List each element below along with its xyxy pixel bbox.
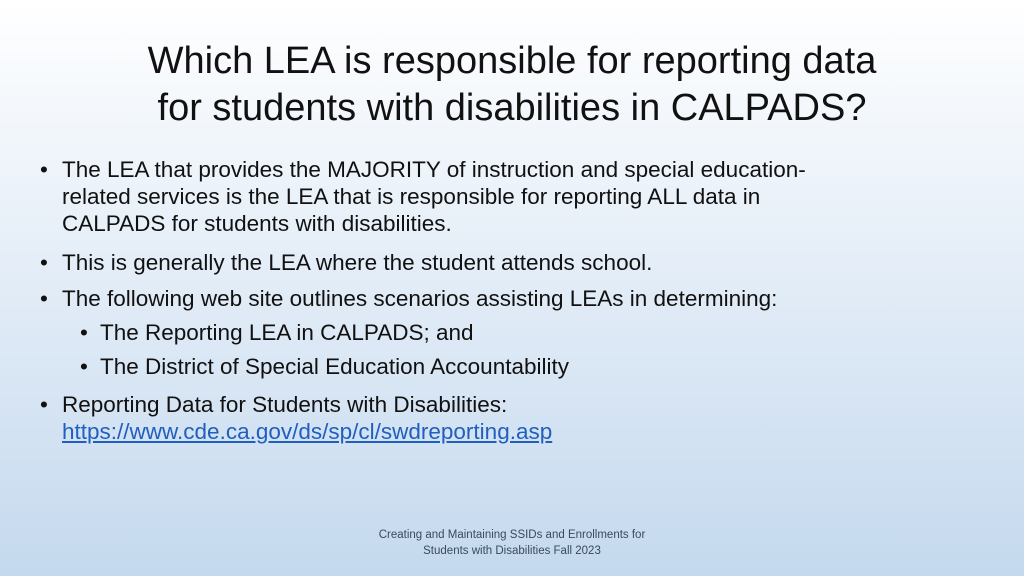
bullet-marker: • <box>40 157 48 182</box>
sub-bullet-reporting-lea <box>36 319 936 346</box>
sub-bullet-text: The Reporting LEA in CALPADS; and <box>100 320 474 345</box>
bullet-marker: • <box>40 392 48 417</box>
bullet-marker: • <box>40 250 48 275</box>
bullet-list <box>36 156 936 445</box>
bullet-item-generally <box>36 249 936 276</box>
bullet-text: Reporting Data for Students with Disabilities: <box>62 392 508 417</box>
bullet-text: This is generally the LEA where the student attends school. <box>62 250 653 275</box>
footer-line-2: Students with Disabilities Fall 2023 <box>423 545 601 557</box>
sub-bullet-district <box>36 353 936 380</box>
bullet-marker: • <box>40 286 48 311</box>
bullet-marker: • <box>80 320 88 345</box>
bullet-text-line-2: related services is the LEA that is responsible for reporting ALL data in <box>62 184 761 209</box>
bullet-text-line-3: CALPADS for students with disabilities. <box>62 211 452 236</box>
bullet-item-website <box>36 285 936 312</box>
slide-footer <box>312 527 712 559</box>
swd-reporting-link[interactable]: https://www.cde.ca.gov/ds/sp/cl/swdreporting.asp <box>62 419 553 444</box>
footer-line-1: Creating and Maintaining SSIDs and Enrollments for <box>378 529 646 541</box>
bullet-item-majority <box>36 156 936 237</box>
title-line-2: for students with disabilities in CALPADS? <box>157 87 867 129</box>
bullet-text-line-1: The LEA that provides the MAJORITY of instruction and special education- <box>62 157 806 182</box>
bullet-marker: • <box>80 354 88 379</box>
bullet-text: The following web site outlines scenarios assisting LEAs in determining: <box>62 286 778 311</box>
bullet-item-reporting-data <box>36 391 936 445</box>
sub-bullet-text: The District of Special Education Accountability <box>100 354 569 379</box>
title-line-1: Which LEA is responsible for reporting data <box>147 40 877 82</box>
slide-title <box>60 38 964 132</box>
